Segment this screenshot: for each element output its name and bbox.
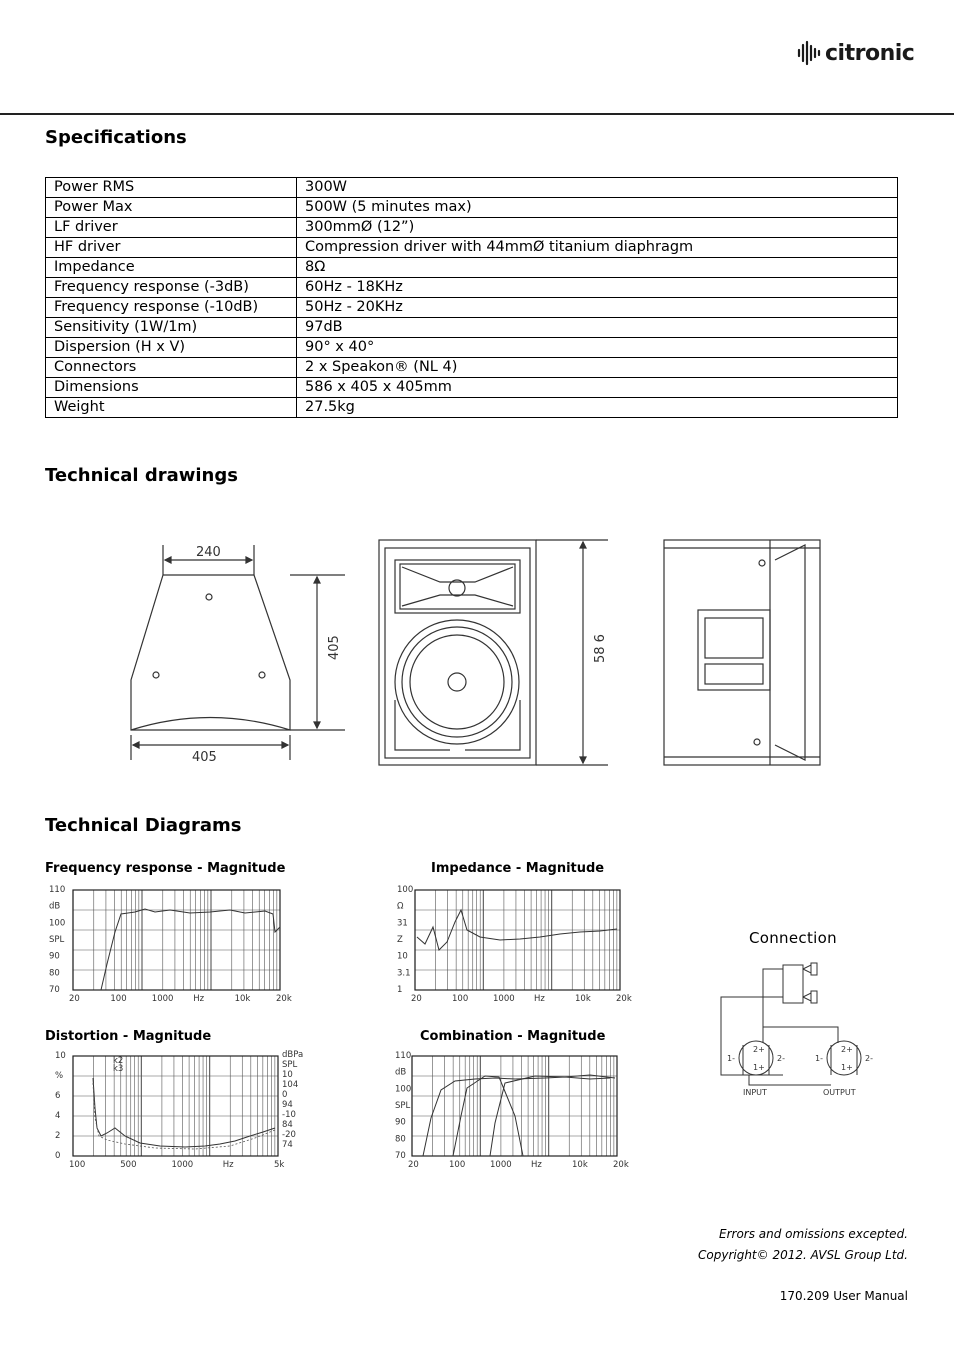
spec-row — [46, 298, 898, 318]
y-tick-label: SPL — [49, 935, 65, 945]
y-tick-label: 100 — [49, 918, 66, 929]
y-tick-label: SPL — [395, 1101, 411, 1111]
spec-label: Dispersion (H x V) — [46, 338, 297, 358]
right-tick-label: 104 — [282, 1080, 299, 1090]
y-tick-label: 1 — [397, 985, 403, 995]
y-tick-label: 110 — [395, 1051, 412, 1061]
right-tick-label: 0 — [282, 1090, 288, 1100]
legend-entry: k2 — [113, 1056, 124, 1066]
spec-row — [46, 198, 898, 218]
imp-plot — [395, 882, 630, 1007]
bottom-width-label: 405 — [192, 750, 217, 765]
freq-title: Frequency response - Magnitude — [45, 861, 286, 876]
sound-wave-icon — [796, 40, 822, 66]
spec-value: 8Ω — [297, 258, 898, 278]
y-tick-label: 2 — [55, 1131, 61, 1141]
y-tick-label: 110 — [49, 885, 66, 895]
spec-row — [46, 318, 898, 338]
comb-plot — [395, 1048, 630, 1173]
depth-label: 405 — [327, 635, 342, 660]
input-pin-1plus: 1+ — [753, 1063, 765, 1072]
output-pin-2plus: 2+ — [841, 1045, 853, 1054]
x-tick-label: 20 — [69, 994, 80, 1004]
spec-value: 300mmØ (12”) — [297, 218, 898, 238]
x-tick-label: 100 — [110, 994, 127, 1004]
spec-value: 2 x Speakon® (NL 4) — [297, 358, 898, 378]
height-label: 58 6 — [593, 634, 608, 663]
spec-value: 586 x 405 x 405mm — [297, 378, 898, 398]
x-tick-label: Hz — [222, 1160, 234, 1170]
x-tick-label: Hz — [534, 994, 545, 1004]
y-tick-label: Ω — [397, 901, 404, 912]
x-tick-label: 10k — [575, 994, 591, 1004]
x-tick-label: 500 — [120, 1160, 137, 1170]
spec-row — [46, 258, 898, 278]
spec-label: Frequency response (-10dB) — [46, 298, 297, 318]
right-tick-label: -10 — [282, 1110, 296, 1120]
y-tick-label: 100 — [397, 885, 414, 895]
right-tick-label: 74 — [282, 1140, 293, 1150]
right-tick-label: 84 — [282, 1120, 293, 1130]
spec-value: 97dB — [297, 318, 898, 338]
spec-value: Compression driver with 44mmØ titanium diaphragm — [297, 238, 898, 258]
spec-label: Power RMS — [46, 178, 297, 198]
copyright: Copyright© 2012. AVSL Group Ltd. — [698, 1248, 908, 1262]
right-tick-label: -20 — [282, 1130, 296, 1140]
spec-value: 300W — [297, 178, 898, 198]
y-tick-label: 31 — [397, 918, 408, 929]
spec-value: 50Hz - 20KHz — [297, 298, 898, 318]
diagrams-heading: Technical Diagrams — [45, 815, 242, 836]
y-tick-label: 4 — [55, 1111, 61, 1121]
output-label: OUTPUT — [823, 1088, 856, 1097]
x-tick-label: 1000 — [490, 1160, 512, 1170]
y-tick-label: dB — [49, 901, 61, 912]
spec-row — [46, 378, 898, 398]
spec-label: Impedance — [46, 258, 297, 278]
x-tick-label: 20 — [408, 1160, 419, 1170]
spec-label: HF driver — [46, 238, 297, 258]
brand-logo — [796, 40, 914, 66]
spec-row — [46, 218, 898, 238]
x-tick-label: 100 — [449, 1160, 466, 1170]
x-tick-label: 100 — [452, 994, 469, 1004]
y-tick-label: 6 — [55, 1091, 61, 1101]
y-tick-label: dB — [395, 1067, 407, 1078]
output-pin-1minus: 1- — [815, 1054, 823, 1063]
spec-value: 60Hz - 18KHz — [297, 278, 898, 298]
spec-row — [46, 338, 898, 358]
imp-title: Impedance - Magnitude — [431, 861, 605, 876]
x-tick-label: 10k — [234, 994, 251, 1004]
spec-value: 500W (5 minutes max) — [297, 198, 898, 218]
x-tick-label: 1000 — [171, 1160, 194, 1170]
spec-row — [46, 178, 898, 198]
spec-row — [46, 278, 898, 298]
spec-row — [46, 398, 898, 418]
header-rule — [0, 113, 954, 115]
y-tick-label: 3.1 — [397, 968, 411, 979]
x-tick-label: 10k — [572, 1160, 588, 1170]
right-tick-label: 94 — [282, 1100, 293, 1110]
input-pin-2plus: 2+ — [753, 1045, 765, 1054]
input-pin-1minus: 1- — [727, 1054, 735, 1063]
x-tick-label: 20 — [411, 994, 422, 1004]
output-pin-1plus: 1+ — [841, 1063, 853, 1072]
manual-number: 170.209 User Manual — [779, 1289, 908, 1303]
spec-label: Sensitivity (1W/1m) — [46, 318, 297, 338]
output-pin-2minus: 2- — [865, 1054, 873, 1063]
y-tick-label: 0 — [55, 1151, 61, 1161]
x-tick-label: 5k — [274, 1160, 285, 1170]
comb-title: Combination - Magnitude — [420, 1029, 606, 1044]
y-tick-label: 90 — [395, 1117, 406, 1128]
right-tick-label: dBPa — [282, 1050, 304, 1060]
top-width-label: 240 — [196, 545, 221, 560]
right-tick-label: SPL — [282, 1060, 298, 1070]
spec-label: LF driver — [46, 218, 297, 238]
spec-label: Connectors — [46, 358, 297, 378]
input-label: INPUT — [743, 1088, 767, 1097]
spec-label: Frequency response (-3dB) — [46, 278, 297, 298]
drawings-heading: Technical drawings — [45, 465, 238, 486]
connection-title: Connection — [749, 929, 837, 947]
spec-value: 27.5kg — [297, 398, 898, 418]
x-tick-label: 1000 — [151, 994, 174, 1004]
legend-entry: k3 — [113, 1064, 124, 1074]
technical-drawings — [120, 530, 840, 780]
y-tick-label: 70 — [395, 1151, 406, 1161]
y-tick-label: 100 — [395, 1084, 412, 1095]
y-tick-label: % — [55, 1071, 64, 1081]
specs-table — [45, 177, 898, 418]
brand-name: citronic — [825, 40, 915, 66]
spec-value: 90° x 40° — [297, 338, 898, 358]
dist-plot — [45, 1048, 315, 1176]
x-tick-label: 100 — [69, 1160, 86, 1170]
x-tick-label: Hz — [531, 1160, 542, 1170]
x-tick-label: 20k — [616, 994, 632, 1004]
errors-note: Errors and omissions excepted. — [719, 1227, 908, 1241]
dist-title: Distortion - Magnitude — [45, 1029, 212, 1044]
spec-label: Power Max — [46, 198, 297, 218]
y-tick-label: 70 — [49, 985, 60, 995]
spec-label: Dimensions — [46, 378, 297, 398]
connection-diagram — [713, 955, 893, 1100]
y-tick-label: 90 — [49, 951, 60, 962]
spec-row — [46, 238, 898, 258]
y-tick-label: 10 — [55, 1051, 66, 1061]
x-tick-label: 1000 — [493, 994, 515, 1004]
y-tick-label: 10 — [397, 951, 408, 962]
y-tick-label: 80 — [395, 1134, 406, 1145]
right-tick-label: 10 — [282, 1070, 293, 1080]
x-tick-label: 20k — [276, 994, 292, 1004]
spec-row — [46, 358, 898, 378]
freq-plot — [45, 882, 295, 1007]
input-pin-2minus: 2- — [777, 1054, 785, 1063]
y-tick-label: Z — [397, 935, 403, 945]
specifications-heading: Specifications — [45, 127, 187, 148]
spec-label: Weight — [46, 398, 297, 418]
x-tick-label: Hz — [193, 994, 205, 1004]
x-tick-label: 20k — [613, 1160, 629, 1170]
y-tick-label: 80 — [49, 968, 60, 979]
